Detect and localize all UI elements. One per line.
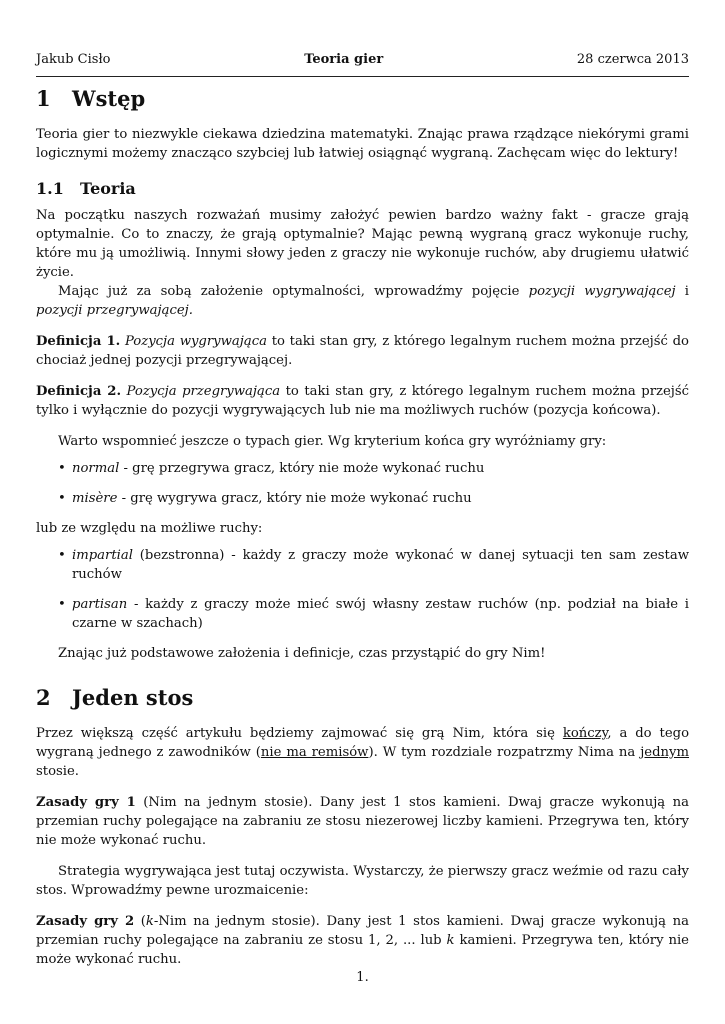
definition-2 xyxy=(36,382,689,420)
rule-label: Zasady gry 2 xyxy=(36,914,135,929)
list-item xyxy=(36,595,689,633)
section-title: Jeden stos xyxy=(72,685,194,710)
bullet-icon: • xyxy=(58,597,66,612)
header-date: 28 czerwca 2013 xyxy=(576,52,689,67)
paragraph-moves-intro: lub ze względu na możliwe ruchy: xyxy=(36,521,263,536)
end-criterion-list xyxy=(36,459,689,508)
list-text: - grę przegrywa gracz, który nie może wykonać ruchu xyxy=(119,461,485,476)
text-run: i xyxy=(675,284,689,299)
paragraph-optimal-play: Na początku naszych rozważań musimy założyć pewien bardzo ważny fakt - gracze grają optymalnie. Co to znaczy, że grają optymalnie? Mając pewną wygraną gracz wykonuje ruchy, które mu ją umożliwią. Innymi słowy jeden z graczy nie wykonuje ruchów, aby drugiemu ułatwić życie. xyxy=(36,208,689,280)
list-text: - każdy z graczy może mieć swój własny zestaw ruchów (np. podział na białe i czarne w szachach) xyxy=(72,597,689,631)
paragraph-strategy: Strategia wygrywająca jest tutaj oczywista. Wystarczy, że pierwszy gracz weźmie od razu cały stos. Wprowadźmy pewne urozmaicenie: xyxy=(36,864,689,898)
underlined-term: kończy xyxy=(562,726,608,741)
definition-text: to taki stan gry, z którego legalnym ruchem można przejść do chociaż jednej pozycji przegrywającej. xyxy=(36,334,689,368)
definition-term: Pozycja wygrywająca xyxy=(124,334,267,349)
definition-text: to taki stan gry, z którego legalnym ruchem można przejść tylko i wyłącznie do pozycji wygrywających lub nie ma możliwych ruchów (pozycja końcowa). xyxy=(36,384,689,418)
rule-paren: (Nim na jednym stosie). xyxy=(135,795,313,810)
bullet-icon: • xyxy=(58,461,66,476)
subsection-number: 1.1 xyxy=(36,179,64,198)
definition-1 xyxy=(36,332,689,370)
page-number: 1. xyxy=(356,970,369,985)
definition-label: Definicja 1. xyxy=(36,334,121,349)
rule-2 xyxy=(36,912,689,969)
variable-k: k xyxy=(446,933,455,948)
section-number: 1 xyxy=(36,86,51,111)
paragraph-positions-intro xyxy=(36,282,689,320)
header-author: Jakub Cisło xyxy=(36,52,111,67)
section-number: 2 xyxy=(36,685,51,710)
subsection-1-1-heading xyxy=(36,179,689,198)
paragraph-game-types: Warto wspomnieć jeszcze o typach gier. Wg kryterium końca gry wyróżniamy gry: xyxy=(58,434,607,449)
text-run: Mając już za sobą założenie optymalności, wprowadźmy pojęcie xyxy=(58,284,529,299)
section-1-heading xyxy=(36,86,689,111)
list-item xyxy=(36,489,689,508)
rule-text: Dany jest 1 stos kamieni. Dwaj gracze wykonują na przemian ruchy polegające na zabraniu ze stosu 1, 2, ... lub xyxy=(36,914,689,948)
underlined-term: nie ma remisów xyxy=(260,745,369,760)
running-header xyxy=(36,52,689,77)
rule-paren: ( xyxy=(134,914,146,929)
text-run: ). W tym rozdziale rozpatrzmy Nima na xyxy=(368,745,641,760)
rule-text: Dany jest 1 stos kamieni. Dwaj gracze wykonują na przemian ruchy polegające na zabraniu ze stosu niezerowej liczby kamieni. Przegrywa ten, który nie może wykonać ruchu. xyxy=(36,795,689,848)
section-2-heading xyxy=(36,685,689,710)
list-term: normal xyxy=(72,461,120,476)
intro-paragraph: Teoria gier to niezwykle ciekawa dziedzina matematyki. Znając prawa rządzące niekórymi grami logicznymi możemy znacząco szybciej lub łatwiej osiągnąć wygraną. Zachęcam więc do lektury! xyxy=(36,127,689,161)
text-run: Przez większą część artykułu będziemy zajmować się grą Nim, która się xyxy=(36,726,563,741)
text-run: , a do tego wygraną jednego z zawodników ( xyxy=(36,726,690,760)
rule-1 xyxy=(36,793,689,850)
header-title: Teoria gier xyxy=(304,52,384,67)
list-text: - grę wygrywa gracz, który nie może wykonać ruchu xyxy=(117,491,472,506)
list-item xyxy=(36,546,689,584)
list-term: partisan xyxy=(72,597,128,612)
page-content xyxy=(36,80,689,969)
list-term: misère xyxy=(72,491,118,506)
definition-label: Definicja 2. xyxy=(36,384,122,399)
list-item xyxy=(36,459,689,478)
bullet-icon: • xyxy=(58,491,66,506)
underlined-term: jednym xyxy=(640,745,689,760)
section-title: Wstęp xyxy=(72,86,146,111)
variable-k: k xyxy=(145,914,154,929)
rule-paren: -Nim na jednym stosie). xyxy=(153,914,320,929)
term-losing-position: pozycji przegrywającej. xyxy=(36,303,193,318)
rule-text: kamieni. Przegrywa ten, który nie może wykonać ruchu. xyxy=(36,933,689,967)
rule-label: Zasady gry 1 xyxy=(36,795,136,810)
bullet-icon: • xyxy=(58,548,66,563)
move-type-list xyxy=(36,546,689,633)
paragraph-nim-intro xyxy=(36,724,689,781)
list-text: (bezstronna) - każdy z graczy może wykonać w danej sytuacji ten sam zestaw ruchów xyxy=(72,548,689,582)
list-term: impartial xyxy=(72,548,133,563)
paragraph-closing: Znając już podstawowe założenia i definicje, czas przystąpić do gry Nim! xyxy=(58,646,546,661)
subsection-title: Teoria xyxy=(80,179,136,198)
text-run: stosie. xyxy=(36,764,79,779)
definition-term: Pozycja przegrywająca xyxy=(126,384,281,399)
term-winning-position: pozycji wygrywającej xyxy=(528,284,676,299)
